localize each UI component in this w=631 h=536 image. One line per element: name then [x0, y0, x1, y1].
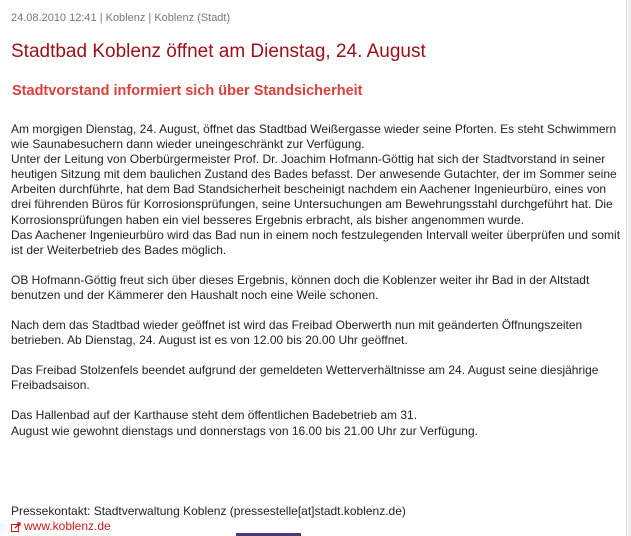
- article-subtitle: Stadtvorstand informiert sich über Standsicherheit: [12, 83, 363, 99]
- website-link-label[interactable]: www.koblenz.de: [24, 519, 111, 533]
- paragraph-oberwerth: Nach dem das Stadtbad wieder geöffnet ist wird das Freibad Oberwerth nun mit geänderten Öffnungszeiten betrieben. Ab Dienstag, 24. August ist es von 12.00 bis 20.00 Uhr geöffnet.: [11, 318, 583, 348]
- paragraph-inspection: Unter der Leitung von Oberbürgermeister Prof. Dr. Joachim Hofmann-Göttig hat sich der Stadtvorstand in seiner heutigen Sitzung mit dem baulichen Zustand des Bades befasst. Der anwesende Gutachter, der im Sommer seine Arbeiten durchführte, hat dem Bad Standsicherheit bescheinigt nachdem ein Aachener Ingenieurbüro, eines von drei führenden Büros für Korrosionsprüfungen, seine Untersuchungen am Bewehrungsstahl durchgeführt hat. Die Korrosionsprüfungen haben ein viel besseres Ergebnis erbracht, als bisher angenommen wurde.: [11, 152, 617, 227]
- paragraph-stolzenfels: Das Freibad Stolzenfels beendet aufgrund der gemeldeten Wetterverhältnisse am 24. August seine diesjährige Freibadsaison.: [11, 363, 599, 393]
- article-title: Stadtbad Koblenz öffnet am Dienstag, 24. August: [11, 41, 426, 62]
- paragraph-monitoring: Das Aachener Ingenieurbüro wird das Bad nun in einem noch festzulegenden Intervall weiter überprüfen und somit ist der Weiterbetrieb des Bades möglich.: [11, 227, 621, 257]
- press-contact: Pressekontakt: Stadtverwaltung Koblenz (pressestelle[at]stadt.koblenz.de): [11, 504, 406, 518]
- paragraph-opening: Am morgigen Dienstag, 24. August, öffnet das Stadtbad Weißergasse wieder seine Pforten. Es steht Schwimmern wie Saunabesuchern dann wieder uneingeschränkt zur Verfügung.: [11, 122, 617, 152]
- website-link[interactable]: [11, 519, 111, 533]
- paragraph-karthause-2: August wie gewohnt dienstags und donnerstags von 16.00 bis 21.00 Uhr zur Verfügung.: [11, 423, 478, 438]
- article-meta: 24.08.2010 12:41 | Koblenz | Koblenz (Stadt): [11, 12, 231, 24]
- paragraph-karthause-1: Das Hallenbad auf der Karthause steht dem öffentlichen Badebetrieb am 31.: [11, 408, 418, 423]
- article-body: [11, 122, 623, 439]
- paragraph-mayor: OB Hofmann-Göttig freut sich über dieses Ergebnis, können doch die Koblenzer weiter ihr Bad in der Altstadt benutzen und der Kämmerer den Haushalt noch eine Weile schonen.: [11, 272, 590, 302]
- external-link-icon: [11, 521, 21, 531]
